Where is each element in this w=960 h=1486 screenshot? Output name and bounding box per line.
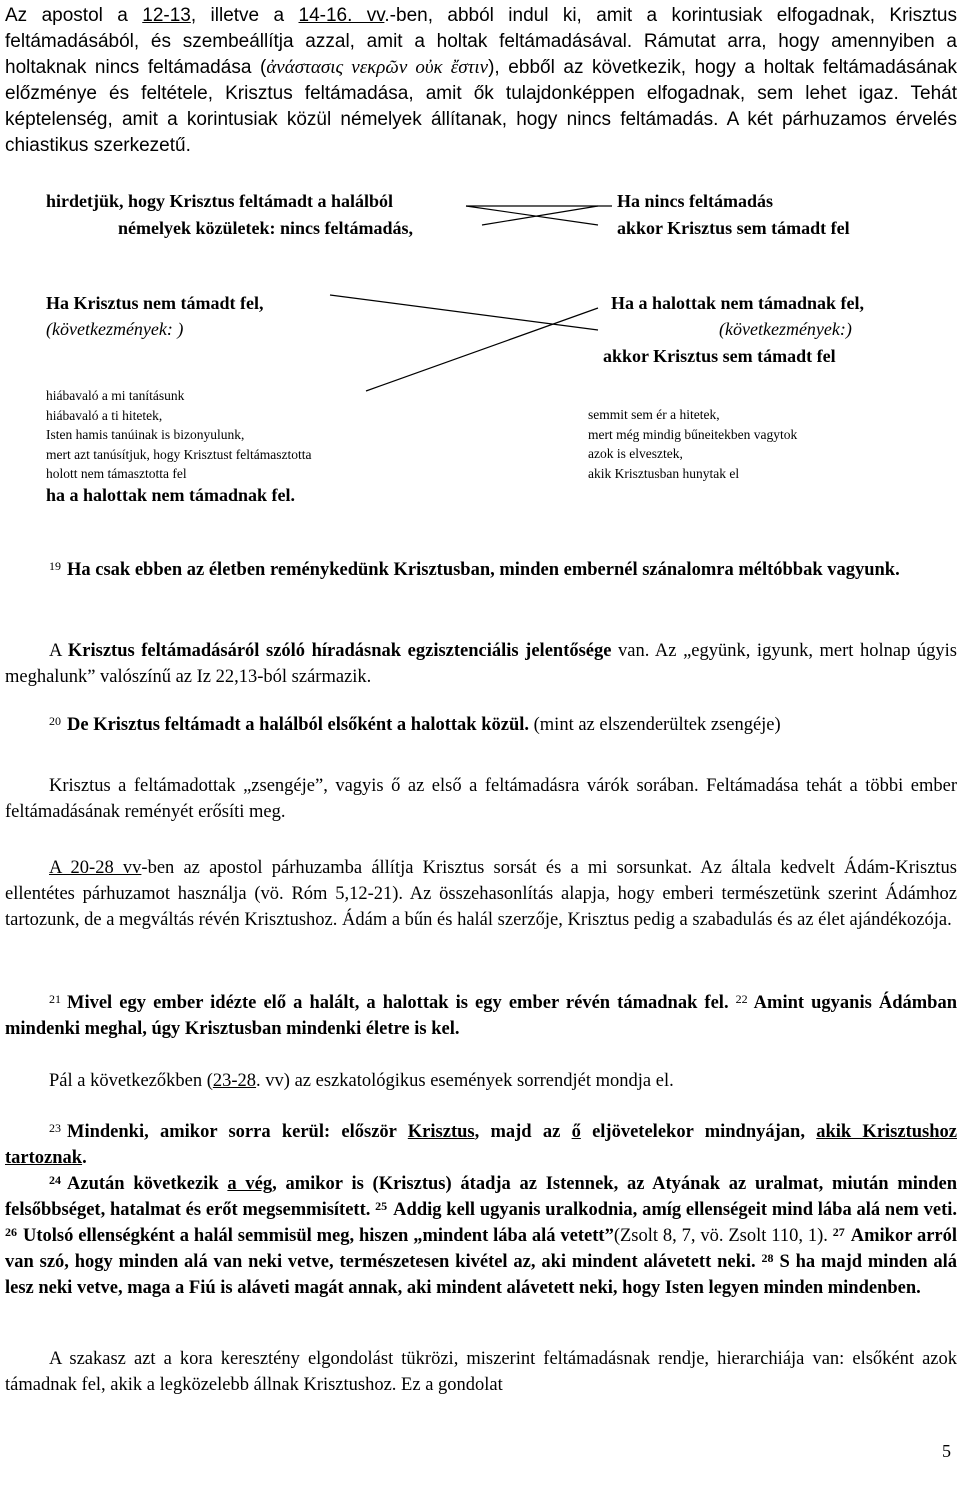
verse-link-14-16[interactable]: 14-16. vv [298, 5, 385, 26]
diagram1-left-1: hirdetjük, hogy Krisztus feltámadt a halálból [46, 191, 394, 211]
verse-text: ő [571, 1122, 581, 1142]
verse-20 [5, 712, 957, 738]
paragraph-text: . vv) az eszkatológikus események sorrendjét mondja el. [256, 1071, 674, 1091]
adam-paragraph [5, 855, 957, 933]
paragraph-text: -ben az apostol párhuzamba állítja Krisztus sorsát és a mi sorsunkat. Az általa kedvelt Ádám-Krisztus ellentétes párhuzamot használja (vö. Róm 5,12-21). Az összehasonlítás alapja, hogy emberi természetünk szerint Ádámhoz tartozunk, de a megváltás révén Krisztushoz. Ádám a bűn és halál szerzője, Krisztus pedig a szabadulás és az élet ajándékozója. [5, 858, 958, 930]
diagram2-line-2 [366, 308, 598, 391]
paragraph-text: Pál a következőkben ( [49, 1071, 213, 1091]
verse-number: 20 [49, 714, 61, 728]
emphasis-text: Krisztus feltámadásáról szóló híradásnak egzisztenciális jelentősége [67, 641, 612, 661]
verse-text: a vég [227, 1174, 273, 1194]
verses-23-28 [5, 1119, 957, 1301]
diagram2-right-conclusion: akkor Krisztus sem támadt fel [603, 346, 836, 366]
diagram2-right-list [588, 405, 797, 483]
intro-text: .-ben, abból indul ki, amit a korintusiak elfogadnak, Krisztus feltámadásából, és szembeállítja azzal, amit a holtak feltámadásával. Rámutat arra, hogy amennyiben a holtaknak nincs feltámadása ( [5, 5, 957, 78]
list-item: mert azt tanúsítjuk, hogy Krisztust feltámasztotta [46, 446, 312, 462]
verse-text: eljövetelekor mindnyájan, [580, 1122, 817, 1142]
verse-text: Amikor arról van szó, hogy minden alá van neki vetve, természetesen kivétel az, aki mindent alávetett neki. [5, 1226, 958, 1272]
existential-paragraph [5, 638, 957, 690]
verse-link-20-28[interactable]: A 20-28 vv [49, 858, 142, 878]
verse-text: , majd az [474, 1122, 572, 1142]
list-item: hiábavaló a ti hitetek, [46, 407, 163, 423]
verse-link-23-28[interactable]: 23-28 [212, 1071, 257, 1091]
verse-text: . [82, 1148, 87, 1168]
verse-text: Mindenki, amikor sorra kerül: először [67, 1122, 408, 1142]
diagram2-left-title: Ha Krisztus nem támadt fel, [46, 293, 264, 313]
verse-text: Ha csak ebben az életben reménykedünk Krisztusban, minden embernél szánalomra méltóbbak vagyunk. [67, 560, 900, 580]
closing-paragraph [5, 1346, 957, 1398]
list-item: holott nem támasztotta fel [46, 466, 187, 481]
list-item: hiábavaló a mi tanításunk [46, 388, 185, 403]
verse-text: S ha majd minden alá lesz neki vetve, maga a Fiú is aláveti magát annak, aki mindent alávetett neki, hogy Isten legyen minden mindenben. [5, 1252, 957, 1298]
paragraph-text: A szakasz azt a kora keresztény elgondolást tükrözi, miszerint feltámadásnak rendje, hierarchiája van: elsőként azok támadnak fel, akik a legközelebb állnak Krisztushoz. Ez a gondolat [5, 1349, 957, 1395]
verse-number: 28 [761, 1251, 774, 1265]
verse-number: 22 [735, 992, 748, 1006]
verse-number: 27 [832, 1225, 845, 1239]
diagram2-right-sub: (következmények:) [719, 319, 852, 339]
paragraph-text: Krisztus a feltámadottak „zsengéje”, vagyis ő az első a feltámadásra várók sorában. Feltámadása tehát a többi ember feltámadásának reményét erősíti meg. [5, 776, 957, 822]
verse-number: 21 [49, 992, 61, 1006]
zsenge-paragraph [5, 773, 957, 825]
intro-text: ), ebből az következik, hogy a holtak feltámadásának előzménye és feltétele, Krisztus feltámadása, amit ők tulajdonképpen elfogadnak, sem lehet igaz. Tehát képtelenség, amit a korintusiak közül némelyek állítanak, hogy nincs feltámadás. A két párhuzamos érvelés chiastikus szerkezetű. [5, 57, 957, 156]
verse-text: De Krisztus feltámadt a halálból elsőként a halottak közül. [67, 715, 529, 735]
diagram1-left-2: némelyek közületek: nincs feltámadás, [118, 218, 413, 238]
list-item: mert még mindig bűneitekben vagytok [588, 426, 798, 442]
paragraph-text: A [49, 641, 68, 661]
verse-text: Addig kell ugyanis uralkodnia, amíg ellenségeit mind lába alá nem veti. [393, 1200, 957, 1220]
diagram1-right-2: akkor Krisztus sem támadt fel [617, 218, 850, 238]
verse-21-22 [5, 990, 957, 1042]
list-item: akik Krisztusban hunytak el [588, 465, 740, 481]
list-item: Isten hamis tanúinak is bizonyulunk, [46, 427, 245, 442]
verse-note: (mint az elszenderültek zsengéje) [529, 715, 781, 735]
verse-19 [5, 557, 957, 583]
verse-reference: (Zsolt 8, 7, vö. Zsolt 110, 1). [613, 1226, 828, 1246]
verse-number: 26 [5, 1225, 17, 1239]
verse-text: , amikor is (Krisztus) átadja az Istennek, az Atyának az uralmat, miután minden felsőbbséget, hatalmat és erőt megsemmisített. [5, 1174, 957, 1220]
pal-paragraph [5, 1068, 957, 1094]
verse-text: Krisztus [407, 1122, 475, 1142]
verse-text: Mivel egy ember idézte elő a halált, a halottak is egy ember révén támadnak fel. [67, 993, 729, 1013]
diagram1-right-1: Ha nincs feltámadás [617, 191, 774, 211]
diagram2-left-sub: (következmények: ) [46, 319, 184, 339]
verse-number: 24 [49, 1173, 61, 1187]
page-number: 5 [942, 1441, 951, 1461]
list-item: semmit sem ér a hitetek, [588, 407, 720, 422]
verse-link-12-13[interactable]: 12-13 [142, 5, 191, 26]
verse-text: Amint ugyanis Ádámban mindenki meghal, úgy Krisztusban mindenki életre is kel. [5, 993, 957, 1039]
diagram2-right-title: Ha a halottak nem támadnak fel, [611, 293, 865, 313]
diagram2-line-1 [330, 295, 598, 330]
verse-number: 19 [49, 559, 61, 573]
verse-number: 25 [375, 1199, 388, 1213]
verse-number: 23 [49, 1121, 61, 1135]
paragraph-text: van. Az „együnk, igyunk, mert holnap úgyis meghalunk” valószínű az Iz 22,13-ból származik. [5, 641, 957, 687]
diagram2-left-conclusion: ha a halottak nem támadnak fel. [46, 485, 296, 505]
verse-text: akik Krisztushoz tartoznak [5, 1122, 957, 1168]
list-item: azok is elvesztek, [588, 446, 683, 461]
greek-phrase: ἀνάστασις νεκρῶν οὐκ ἔστιν [266, 57, 489, 78]
verse-text: Utolsó ellenségként a halál semmisül meg, hiszen „mindent lába alá vetett” [23, 1226, 614, 1246]
verse-text: Azután következik [67, 1174, 228, 1194]
diagram2-left-list [46, 386, 311, 484]
intro-text: , illetve a [190, 5, 299, 26]
intro-text: Az apostol a [5, 5, 143, 26]
